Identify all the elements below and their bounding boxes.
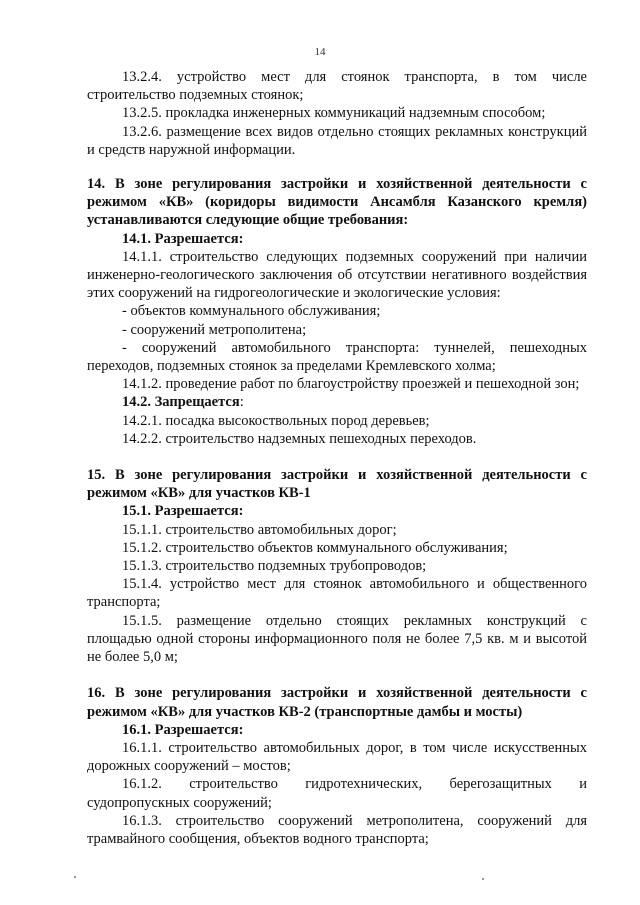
section-15-heading: 15. В зоне регулирования застройки и хозяйственной деятельности с режимом «КВ» для участков КВ-1: [87, 467, 587, 502]
clause-15-1-2: 15.1.2. строительство объектов коммунального обслуживания;: [122, 539, 508, 556]
scan-speck: [482, 878, 484, 880]
clause-14-2-2: 14.2.2. строительство надземных пешеходных переходов.: [122, 430, 477, 447]
section-14-2-title-text: 14.2. Запрещается: [122, 394, 240, 411]
scan-speck: [74, 876, 76, 878]
clause-14-2-1: 14.2.1. посадка высокоствольных пород деревьев;: [122, 412, 430, 429]
section-14-heading: 14. В зоне регулирования застройки и хозяйственной деятельности с режимом «КВ» (коридоры видимости Ансамбля Казанского кремля) устанавливаются следующие общие требования:: [87, 176, 587, 229]
section-16-heading: 16. В зоне регулирования застройки и хозяйственной деятельности с режимом «КВ» для участков КВ-2 (транспортные дамбы и мосты): [87, 685, 587, 720]
document-body: [87, 68, 587, 848]
clause-16-1-3: 16.1.3. строительство сооружений метрополитена, сооружений для трамвайного сообщения, объектов водного транспорта;: [87, 812, 587, 847]
clause-15-1-4: 15.1.4. устройство мест для стоянок автомобильного и общественного транспорта;: [87, 576, 587, 611]
clause-16-1-2: 16.1.2. строительство гидротехнических, берегозащитных и судопропускных сооружений;: [87, 776, 587, 811]
clause-14-1-2: 14.1.2. проведение работ по благоустройству проезжей и пешеходной зон;: [122, 376, 580, 393]
clause-15-1-1: 15.1.1. строительство автомобильных дорог;: [122, 521, 397, 538]
clause-16-1-1: 16.1.1. строительство автомобильных дорог, в том числе искусственных дорожных сооружений – мостов;: [87, 739, 587, 775]
clause-14-1-1: 14.1.1. строительство следующих подземных сооружений при наличии инженерно-геологического заключения об отсутствии негативного воздействия этих сооружений на гидрогеологические и экологические условия:: [87, 248, 587, 302]
page-number: 14: [314, 46, 326, 58]
section-16-1-title: 16.1. Разрешается:: [122, 721, 244, 738]
list-item: - объектов коммунального обслуживания;: [122, 303, 381, 320]
clause-13-2-4: 13.2.4. устройство мест для стоянок транспорта, в том числе строительство подземных стоянок;: [87, 69, 587, 104]
clause-15-1-3: 15.1.3. строительство подземных трубопроводов;: [122, 558, 427, 575]
list-item: - сооружений метрополитена;: [122, 321, 307, 338]
clause-13-2-5: 13.2.5. прокладка инженерных коммуникаций надземным способом;: [122, 105, 546, 122]
clause-13-2-6: 13.2.6. размещение всех видов отдельно стоящих рекламных конструкций и средств наружной информации.: [87, 123, 587, 158]
section-14-1-title: 14.1. Разрешается:: [122, 230, 244, 247]
list-item: - сооружений автомобильного транспорта: туннелей, пешеходных переходов, подземных стоянок за пределами Кремлевского холма;: [87, 339, 587, 375]
clause-15-1-5: 15.1.5. размещение отдельно стоящих рекламных конструкций с площадью одной стороны информационного поля не более 7,5 кв. м и высотой не более 5,0 м;: [87, 612, 587, 666]
section-14-2-title: [87, 393, 587, 411]
section-14-2-title-colon: :: [239, 394, 244, 411]
section-15-1-title: 15.1. Разрешается:: [122, 503, 244, 520]
